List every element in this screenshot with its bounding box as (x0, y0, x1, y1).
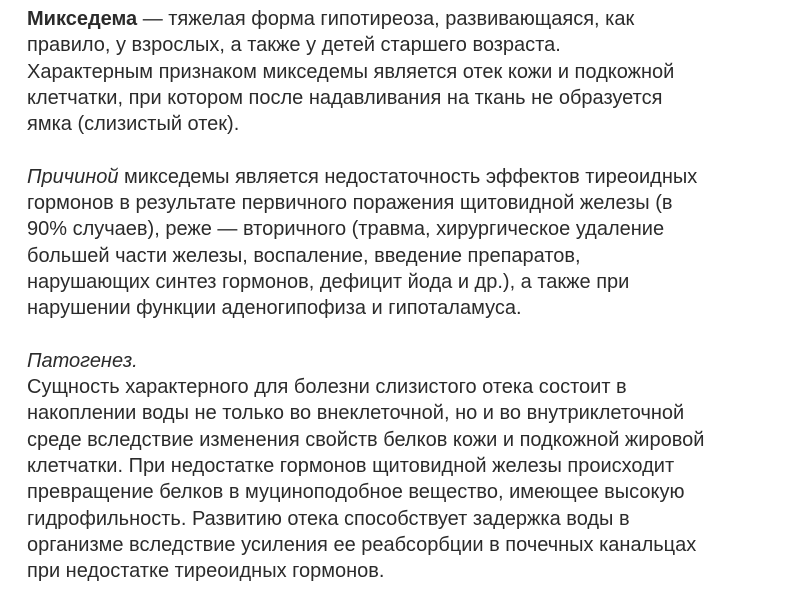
text-line: при недостатке тиреоидных гормонов. (27, 560, 385, 583)
text-line (27, 164, 788, 190)
text-line: среде вследствие изменения свойств белков кожи и подкожной жировой (27, 428, 705, 451)
text-line: 90% случаев), реже — вторичного (травма, хирургическое удаление (27, 218, 665, 241)
text-line: Характерным признаком микседемы является отек кожи и подкожной (27, 60, 675, 83)
text-line: ямка (слизистый отек). (27, 113, 240, 136)
text-line: нарушающих синтез гормонов, дефицит йода и др.), а также при (27, 270, 630, 293)
text-fragment: микседемы является недостаточность эффектов тиреоидных (118, 165, 698, 188)
text-line: большей части железы, воспаление, введение препаратов, (27, 244, 581, 267)
paragraph-gap (27, 322, 788, 348)
text-line: Сущность характерного для болезни слизистого отека состоит в (27, 376, 627, 399)
text-line: гормонов в результате первичного поражения щитовидной железы (в (27, 192, 673, 215)
text-line: клетчатки, при котором после надавливания на ткань не образуется (27, 86, 663, 109)
text-line: превращение белков в муциноподобное вещество, имеющее высокую (27, 481, 685, 504)
paragraph-pathogenesis (27, 348, 788, 585)
text-line: нарушении функции аденогипофиза и гипоталамуса. (27, 297, 522, 320)
paragraph-gap (27, 137, 788, 163)
text-line: правило, у взрослых, а также у детей старшего возраста. (27, 34, 561, 57)
emphasis-causes: Причиной (27, 165, 119, 188)
text-line: накоплении воды не только во внеклеточной, но и во внутриклеточной (27, 402, 685, 425)
paragraph-causes (27, 164, 788, 322)
section-heading-pathogenesis: Патогенез. (27, 349, 138, 372)
term-myxedema: Микседема (27, 8, 138, 30)
text-line: организме вследствие усиления ее реабсорбции в почечных канальцах (27, 533, 697, 556)
text-line (27, 6, 788, 32)
text-line: гидрофильность. Развитию отека способствует задержка воды в (27, 507, 630, 530)
text-line: клетчатки. При недостатке гормонов щитовидной железы происходит (27, 455, 675, 478)
text-fragment: — тяжелая форма гипотиреоза, развивающаяся, как (137, 8, 635, 30)
paragraph-definition (27, 6, 788, 137)
